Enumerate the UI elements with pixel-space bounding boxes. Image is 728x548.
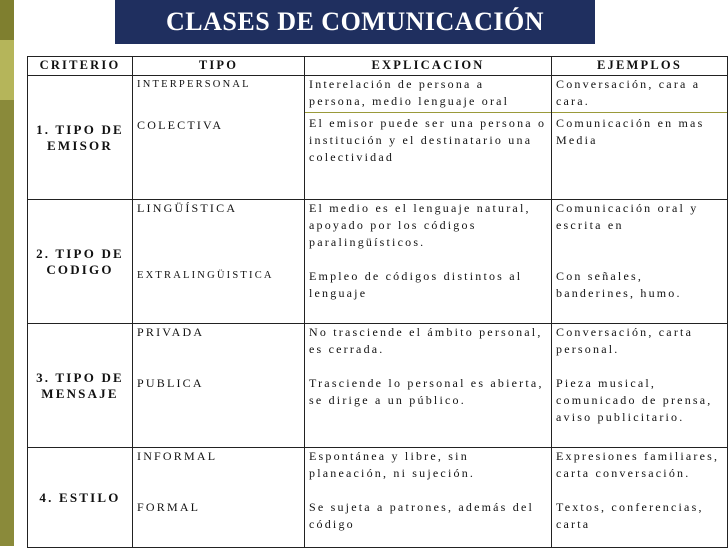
table-row — [28, 448, 728, 548]
ejemplos-cell — [552, 324, 728, 448]
tipo-a: LINGÜÍSTICA — [137, 201, 238, 215]
ejemplos-cell — [552, 448, 728, 548]
explicacion-a: Espontánea y libre, sin planeación, ni sujeción. — [309, 449, 476, 480]
header-explicacion: EXPLICACION — [305, 57, 552, 76]
accent-bar-top — [0, 0, 14, 40]
header-ejemplos: EJEMPLOS — [552, 57, 728, 76]
explicacion-cell — [305, 76, 552, 200]
ejemplos-cell — [552, 200, 728, 324]
explicacion-b: Empleo de códigos distintos al lenguaje — [309, 269, 523, 300]
explicacion-cell — [305, 200, 552, 324]
ejemplos-b: Pieza musical, comunicado de prensa, aviso publicitario. — [556, 376, 713, 424]
table-row — [28, 76, 728, 200]
ejemplos-b: Con señales, banderines, humo. — [556, 269, 682, 300]
tipo-b: COLECTIVA — [137, 118, 224, 132]
left-accent-bar — [0, 0, 14, 546]
ejemplos-b: Comunicación en mas Media — [556, 116, 705, 147]
header-tipo: TIPO — [133, 57, 305, 76]
accent-bar-middle — [0, 40, 14, 100]
explicacion-b: Trasciende lo personal es abierta, se dirige a un público. — [309, 376, 544, 407]
communication-classes-table — [27, 56, 728, 548]
tipo-cell — [133, 448, 305, 548]
ejemplos-b: Textos, conferencias, carta — [556, 500, 704, 531]
tipo-a: INFORMAL — [137, 449, 218, 463]
slide-title: CLASES DE COMUNICACIÓN — [115, 0, 595, 44]
tipo-a: INTERPERSONAL — [137, 79, 251, 90]
tipo-cell — [133, 324, 305, 448]
criterio-cell: 4. ESTILO — [28, 448, 133, 548]
explicacion-a: El medio es el lenguaje natural, apoyado por los códigos paralingüísticos. — [309, 201, 531, 249]
ejemplos-cell — [552, 76, 728, 200]
explicacion-a: No trasciende el ámbito personal, es cerrada. — [309, 325, 543, 356]
ejemplos-a: Conversación, carta personal. — [556, 325, 694, 356]
ejemplos-a: Comunicación oral y escrita en — [556, 201, 699, 232]
explicacion-b: Se sujeta a patrones, además del código — [309, 500, 535, 531]
criterio-cell: 2. TIPO DE CODIGO — [28, 200, 133, 324]
ejemplos-a: Conversación, cara a cara. — [556, 77, 701, 108]
criterio-cell: 3. TIPO DE MENSAJE — [28, 324, 133, 448]
tipo-b: FORMAL — [137, 500, 201, 514]
table-row — [28, 200, 728, 324]
ejemplos-a: Expresiones familiares, carta conversación. — [556, 449, 720, 480]
tipo-cell — [133, 76, 305, 200]
table-row — [28, 324, 728, 448]
header-criterio: CRITERIO — [28, 57, 133, 76]
criterio-cell: 1. TIPO DE EMISOR — [28, 76, 133, 200]
explicacion-cell — [305, 324, 552, 448]
explicacion-cell — [305, 448, 552, 548]
explicacion-a: Interelación de persona a persona, medio lenguaje oral — [309, 77, 510, 108]
tipo-b: EXTRALINGÜISTICA — [137, 270, 274, 281]
tipo-b: PUBLICA — [137, 376, 204, 390]
tipo-a: PRIVADA — [137, 325, 205, 339]
explicacion-b: El emisor puede ser una persona o institución y el destinatario una colectividad — [309, 116, 547, 164]
table-header-row — [28, 57, 728, 76]
tipo-cell — [133, 200, 305, 324]
